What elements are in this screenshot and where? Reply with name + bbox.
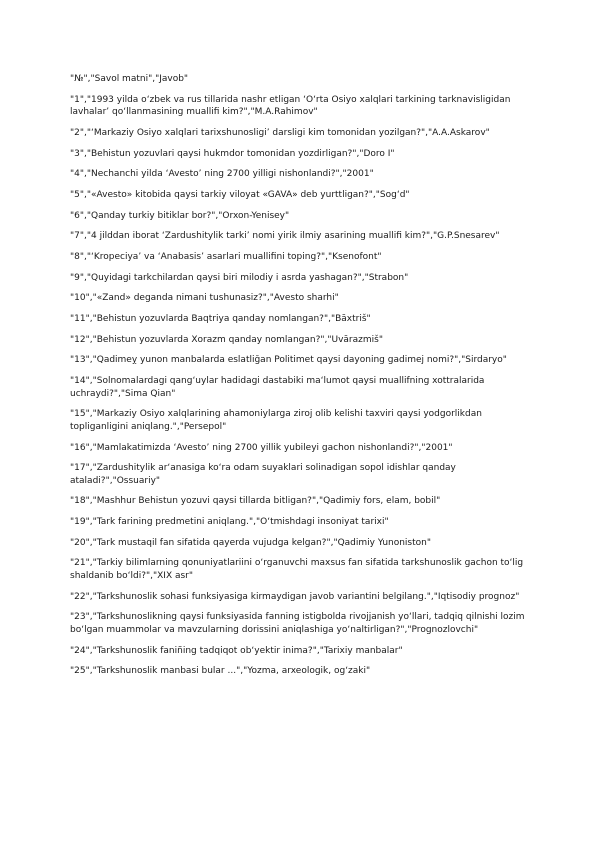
question-row xyxy=(70,557,536,582)
csv-header-line xyxy=(70,73,536,86)
question-row-text: "8","‘Kropeciya’ va ‘Anabasis’ asarlari muallifini toping?","Ksenofont" xyxy=(70,252,382,262)
question-row xyxy=(70,313,536,326)
question-row-text: "4","Nechanchi yilda ‘Avesto’ ning 2700 yilligi nishonlandi?","2001" xyxy=(70,169,374,180)
question-row-text: "6","Qanday turkiy bitiklar bor?","Orxon-Yenisey" xyxy=(70,210,290,221)
question-row-text: "16","Mamlakatimizda ‘Avesto’ ning 2700 yillik yubileyi gachon nishonlandi?","2001" xyxy=(70,442,453,453)
question-row-text: "3","Behistun yozuvlari qaysi hukmdor tomonidan yozdirligan?","Doro I" xyxy=(70,148,395,159)
question-row xyxy=(70,210,536,223)
question-row-text: "14","Solnomalardagi qang‘uylar hadidagi dastabiki ma‘lumot qaysi muallifning xottralarida xyxy=(70,376,485,387)
question-row xyxy=(70,251,536,264)
question-row xyxy=(70,408,536,433)
question-row-text: "18","Mashhur Behistun yozuvi qaysi tillarda bitligan?","Qadimiy fors, elam, bobil" xyxy=(70,496,441,507)
question-row xyxy=(70,148,536,161)
question-row-text: "10","«Zand» deganda nimani tushunasiz?","Avesto sharhi" xyxy=(70,293,339,304)
question-row-text: "24","Tarkshunoslik faniñing tadqiqot ob‘yektir inima?","Tarixiy manbalar" xyxy=(70,645,403,656)
question-row xyxy=(70,94,536,119)
question-row-text: lavhalar’ qo‘llanmasining muallifi kim?","M.A.Rahimov" xyxy=(70,107,318,118)
question-row xyxy=(70,272,536,285)
question-row xyxy=(70,495,536,508)
question-row-text: "25","Tarkshunoslik manbasi bular ...","Yozma, arxeologik, og‘zaki" xyxy=(70,666,371,677)
question-row-text: "15","Markaziy Osiyo xalqlarining ahamoniylarga ziroj olib kelishi taxviri qaysi yodgorlikdan xyxy=(70,409,482,420)
question-row xyxy=(70,462,536,487)
question-row-text: topliganligini aniqlang.","Persepol" xyxy=(70,421,227,432)
question-row-text: "23","Tarkshunoslikning qaysi funksiyasida fanning istigbolda rivojjanish yo‘llari, tadqiq qilnishi lozim xyxy=(70,612,525,623)
question-row-text: shaldanib bo‘ldi?","XIX asr" xyxy=(70,570,194,581)
question-list xyxy=(70,94,536,678)
question-row-text: "7","4 jilddan iborat ‘Zardushitylik tarki’ nomi yirik ilmiy asarining muallifi kim?","G.P.Snesarev" xyxy=(70,231,500,242)
question-row-text: "1","1993 yilda o‘zbek va rus tillarida nashr etligan ‘O‘rta Osiyo xalqlari tarkining tarknavisligidan xyxy=(70,94,511,105)
question-row xyxy=(70,537,536,550)
question-row xyxy=(70,127,536,140)
question-row xyxy=(70,516,536,529)
question-row xyxy=(70,189,536,202)
question-row-text: uchraydi?","Sima Qian" xyxy=(70,388,176,399)
question-row-text: "17","Zardushitylik ar‘anasiga ko‘ra odam suyaklari solinadigan sopol idishlar qanday xyxy=(70,463,456,474)
question-row-text: "21","Tarkiy bilimlarning qonuniyatlariini o‘rganuvchi maxsus fan sifatida tarkshunoslik gachon to‘lig xyxy=(70,558,524,569)
question-row xyxy=(70,611,536,636)
question-row-text: "20","Tark mustaqil fan sifatida qayerda vujudga kelgan?","Qadimiy Yunoniston" xyxy=(70,537,432,548)
question-row xyxy=(70,645,536,658)
question-row-text: "5","«Avesto» kitobida qaysi tarkiy viloyat «GAVA» deb yurttligan?","Sog‘d" xyxy=(70,189,410,200)
question-row-text: "12","Behistun yozuvlarda Xorazm qanday nomlangan?","Uvārazmiš" xyxy=(70,334,383,345)
question-row xyxy=(70,375,536,400)
question-row xyxy=(70,354,536,367)
question-row-text: "19","Tark farining predmetini aniqlang.","O‘tmishdagi insoniyat tarixi" xyxy=(70,517,389,528)
question-row xyxy=(70,230,536,243)
question-row xyxy=(70,442,536,455)
question-row-text: bo‘lgan muammolar va mavzularning dorissini aniqlashiga yo‘naltirligan?","Prognozlovchi" xyxy=(70,624,479,635)
question-row-text: "22","Tarkshunoslik sohasi funksiyasiga kirmaydigan javob variantini belgilang.","Iqtisodiy prognoz" xyxy=(70,591,520,602)
question-row-text: "2","‘Markaziy Osiyo xalqlari tarixshunosligi’ darsligi kim tomonidan yozilgan?","A.A.Askarov" xyxy=(70,127,490,138)
question-row-text: "13","Qadimeỵ yunon manbalarda eslatliğan Politimet qaysi dayoning gadimej nomi?","Sirdaryo" xyxy=(70,355,507,366)
question-row xyxy=(70,665,536,678)
question-row-text: "9","Quyidagi tarkchilardan qaysi biri milodiy i asrda yashagan?","Strabon" xyxy=(70,272,409,283)
question-row xyxy=(70,591,536,604)
question-row xyxy=(70,292,536,305)
question-row-text: "11","Behistun yozuvlarda Baqtriya qanday nomlangan?","Bāxtriš" xyxy=(70,314,371,325)
csv-header-text: "№","Savol matni","Javob" xyxy=(70,74,189,84)
question-row xyxy=(70,334,536,347)
question-row-text: ataladi?","Ossuariy" xyxy=(70,475,161,486)
question-row xyxy=(70,168,536,181)
